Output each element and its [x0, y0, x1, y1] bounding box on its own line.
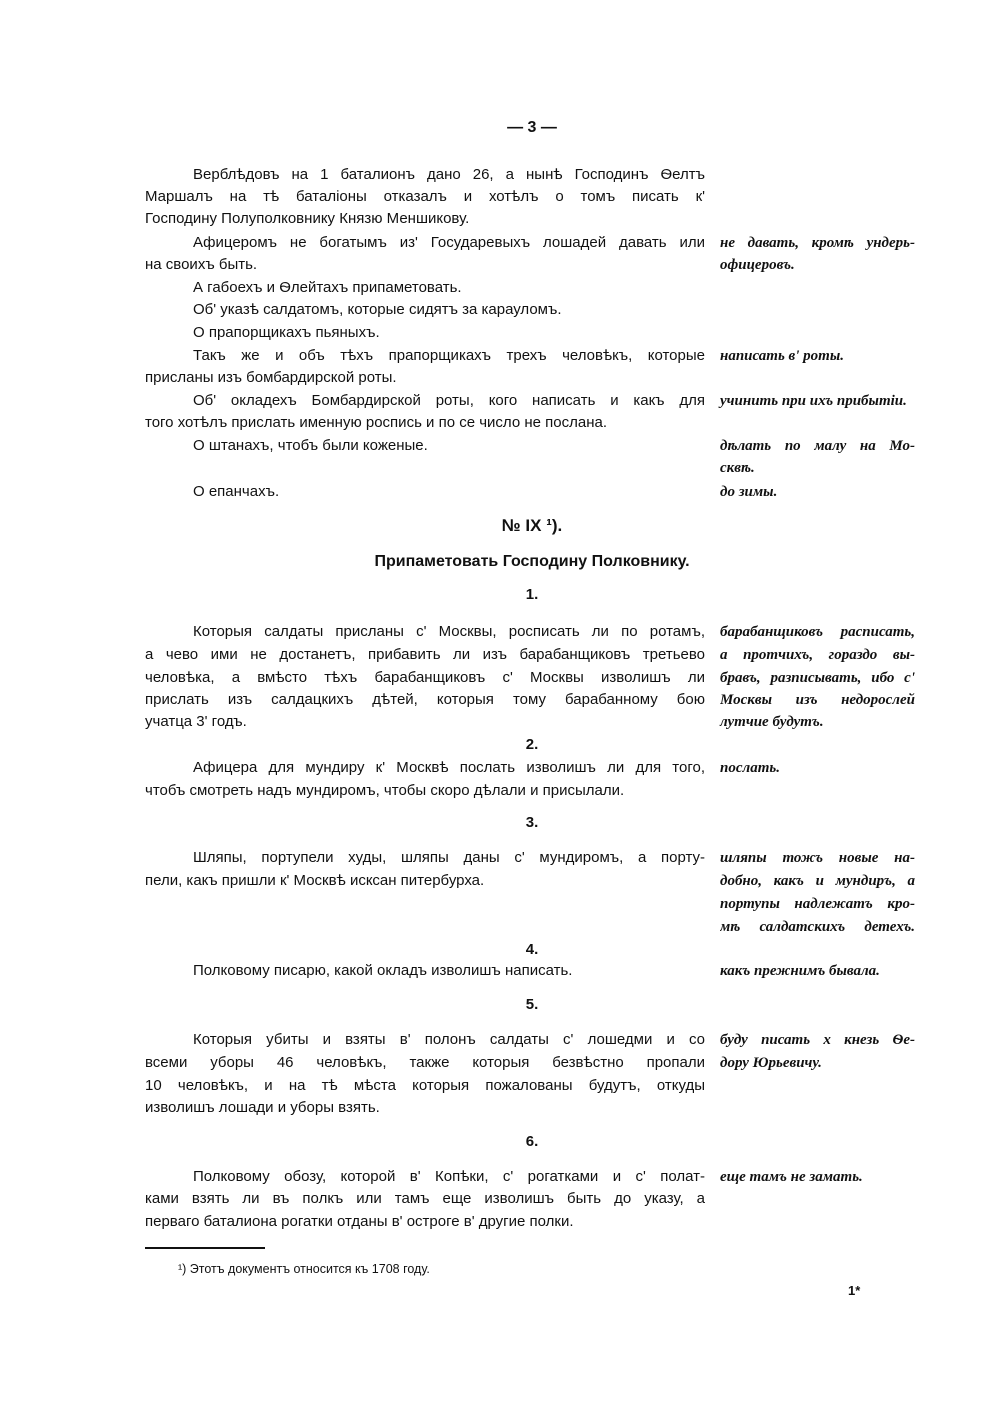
text-line: Верблѣдовъ на 1 баталионъ дано 26, а нынѣ Господинъ Ѳелтъ	[193, 166, 705, 183]
margin-note: офицеровъ.	[720, 257, 795, 273]
margin-note: Москвы изъ недорослей	[720, 692, 915, 708]
margin-note: мѣ салдатскихъ детехъ.	[720, 919, 915, 935]
margin-note: послать.	[720, 760, 780, 776]
page-number: — 3 —	[507, 119, 557, 136]
item-number: 6.	[525, 1133, 539, 1150]
text-line: Маршалъ на тѣ баталіоны отказалъ и хотѣлъ о томъ писать к'	[145, 188, 705, 205]
item-number: 4.	[525, 941, 539, 958]
document-number: № IX ¹).	[501, 516, 563, 535]
text-line: изволишъ лошади и уборы взять.	[145, 1099, 380, 1116]
text-line: О епанчахъ.	[193, 483, 280, 500]
text-line: а чево ими не достанетъ, прибавить ли изъ барабанщиковъ третьево	[145, 646, 705, 663]
text-line: присланы изъ бомбардирской роты.	[145, 369, 397, 386]
margin-note: не давать, кромѣ ундерь-	[720, 235, 915, 251]
text-line: на своихъ быть.	[145, 256, 258, 273]
margin-note: дѣлать по малу на Мо-	[720, 438, 915, 454]
margin-note: буду писать х кнезь Ѳе-	[720, 1032, 915, 1048]
margin-note: до зимы.	[720, 484, 778, 500]
margin-note: шляпы тожъ новые на-	[720, 850, 915, 866]
footnote: ¹) Этотъ документъ относится къ 1708 году.	[178, 1262, 430, 1276]
margin-note: сквѣ.	[720, 460, 755, 476]
text-line: Об' окладехъ Бомбардирской роты, кого написать и какъ для	[193, 392, 705, 409]
text-line: Которыя убиты и взяты в' полонъ салдаты с' лошедми и со	[193, 1031, 705, 1048]
text-line: прислать изъ салдацкихъ дѣтей, которыя тому барабанному бою	[145, 691, 705, 708]
text-line: учатца 3' годъ.	[145, 713, 247, 730]
margin-note: а протчихъ, гораздо вы-	[720, 647, 915, 663]
margin-note: бравъ, разписывать, ибо с'	[720, 670, 915, 686]
text-line: А габоехъ и Ѳлейтахъ припаметовать.	[193, 279, 462, 296]
margin-note: барабанщиковъ расписать,	[720, 624, 915, 640]
text-line: Об' указѣ салдатомъ, которые сидятъ за карауломъ.	[193, 301, 562, 318]
text-line: чтобъ смотреть надъ мундиромъ, чтобы скоро дѣлали и присылали.	[145, 782, 625, 799]
margin-note: добно, какъ и мундиръ, а	[720, 873, 915, 889]
item-number: 2.	[525, 736, 539, 753]
text-line: Шляпы, портупели худы, шляпы даны с' мундиромъ, а порту-	[193, 849, 705, 866]
text-line: Афицеромъ не богатымъ из' Государевыхъ лошадей давать или	[193, 234, 705, 251]
text-line: 10 человѣкъ, и на тѣ мѣста которыя пожалованы будутъ, откуды	[145, 1077, 705, 1094]
text-line: Которыя салдаты присланы с' Москвы, росписать ли по ротамъ,	[193, 623, 705, 640]
text-line: всеми уборы 46 человѣкъ, также которыя безвѣстно пропали	[145, 1054, 705, 1071]
signature-mark: 1*	[848, 1283, 861, 1298]
margin-note: портупы надлежатъ кро-	[720, 896, 915, 912]
item-number: 3.	[525, 814, 539, 831]
document-title: Припаметовать Господину Полковнику.	[374, 553, 690, 570]
item-number: 5.	[525, 996, 539, 1013]
footnote-divider	[145, 1247, 265, 1249]
margin-note: учинить при ихъ прибытіи.	[720, 393, 907, 409]
margin-note: дору Юрьевичу.	[720, 1055, 822, 1071]
text-line: О штанахъ, чтобъ были коженые.	[193, 437, 428, 454]
margin-note: еще тамъ не замать.	[720, 1169, 863, 1185]
text-line: пели, какъ пришли к' Москвѣ искcан питербурха.	[145, 872, 485, 889]
text-line: перваго баталиона рогатки отданы в' остроге в' другие полки.	[145, 1213, 574, 1230]
text-line: Такъ же и объ тѣхъ прапорщикахъ трехъ человѣкъ, которые	[193, 347, 705, 364]
text-line: ками взять ли въ полкъ или тамъ еще изволишъ быть до указу, а	[145, 1190, 705, 1207]
text-line: Полковому писарю, какой окладъ изволишъ написать.	[193, 962, 573, 979]
text-line: человѣка, а вмѣсто тѣхъ барабанщиковъ с' Москвы изволишъ ли	[145, 669, 705, 686]
text-line: Полковому обозу, которой в' Копѣки, с' рогатками и с' полат-	[193, 1168, 705, 1185]
item-number: 1.	[525, 586, 539, 603]
margin-note: какъ прежнимъ бывала.	[720, 963, 880, 979]
margin-note: написать в' роты.	[720, 348, 844, 364]
margin-note: лутчие будутъ.	[720, 714, 824, 730]
text-line: того хотѣлъ прислать именную роспись и по се число не послана.	[145, 414, 608, 431]
text-line: О прапорщикахъ пьяныхъ.	[193, 324, 380, 341]
text-line: Афицера для мундиру к' Москвѣ послать изволишъ ли для того,	[193, 759, 705, 776]
text-line: Господину Полуполковнику Князю Меншикову.	[145, 210, 470, 227]
